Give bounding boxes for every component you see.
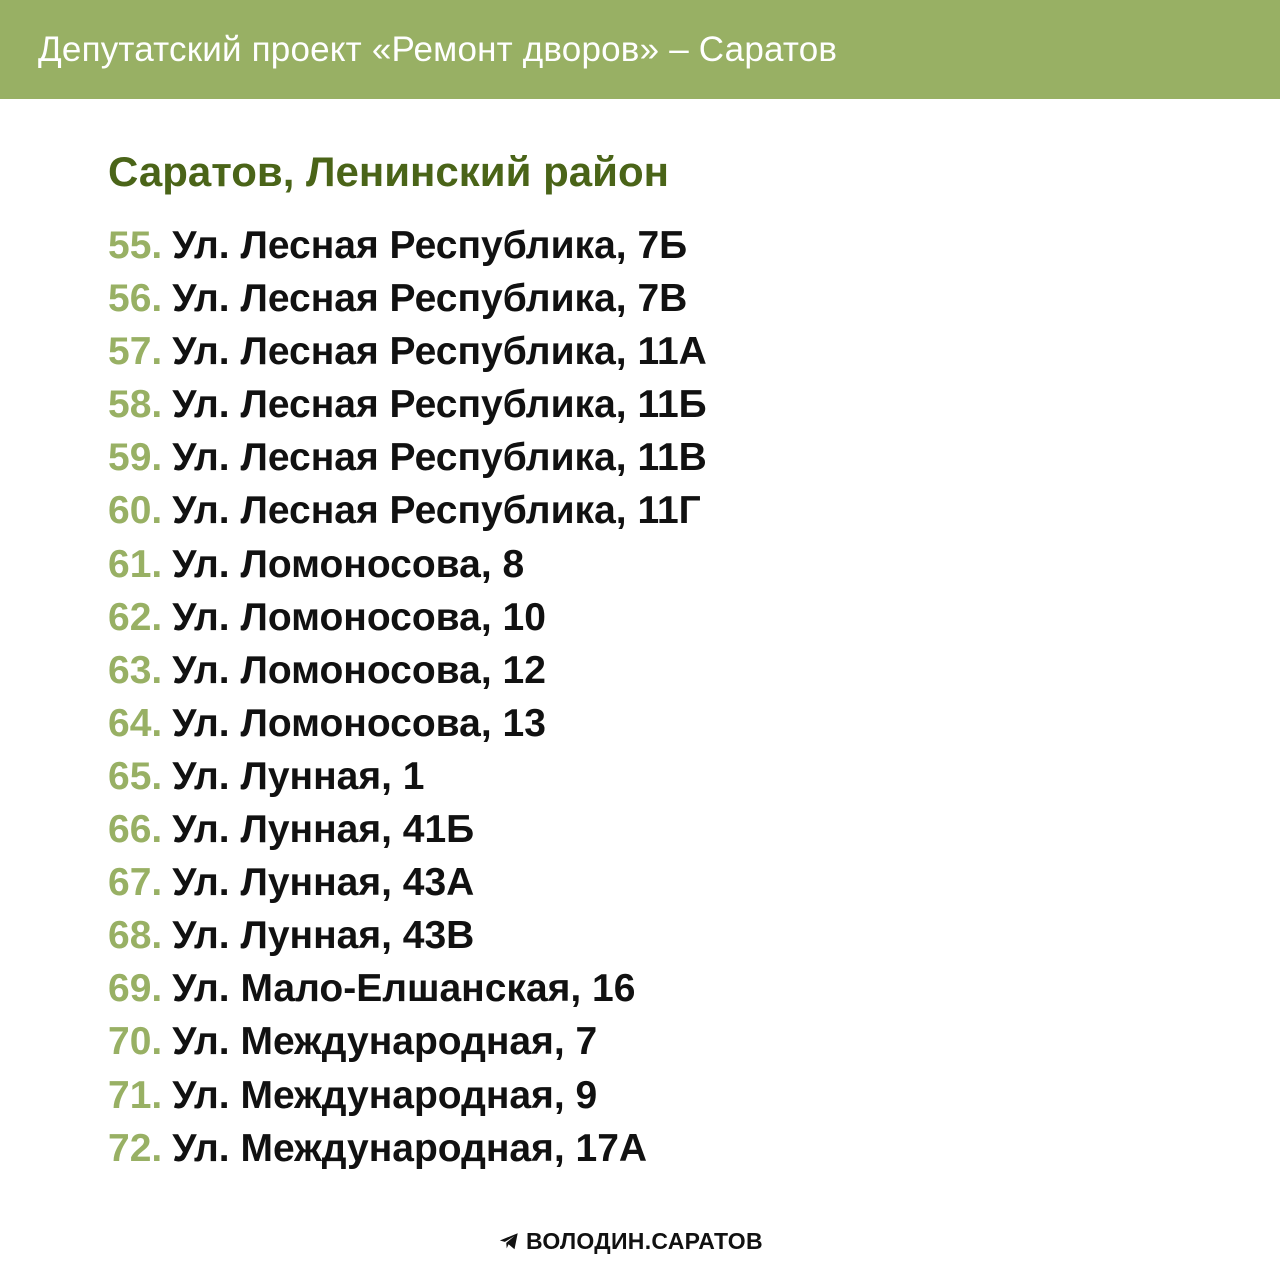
list-item-number: 68. — [108, 914, 163, 958]
list-item-number: 65. — [108, 754, 163, 798]
section-title: Саратов, Ленинский район — [108, 148, 669, 195]
list-item-address: Ул. Ломоносова, 10 — [172, 595, 546, 639]
list-item — [108, 1122, 707, 1175]
list-item — [108, 803, 707, 856]
list-item — [108, 378, 707, 431]
list-item-address: Ул. Мало-Елшанская, 16 — [172, 967, 636, 1011]
list-item-address: Ул. Лунная, 1 — [172, 754, 425, 798]
list-item-address: Ул. Лунная, 41Б — [172, 808, 475, 852]
list-item — [108, 750, 707, 803]
footer-channel-name: ВОЛОДИН.САРАТОВ — [526, 1227, 763, 1254]
list-item-number: 64. — [108, 701, 163, 745]
list-item-address: Ул. Международная, 9 — [172, 1073, 598, 1117]
list-item-address: Ул. Ломоносова, 12 — [172, 648, 546, 692]
list-item — [108, 962, 707, 1015]
list-item-address: Ул. Лесная Республика, 11Г — [172, 489, 701, 533]
list-item-number: 61. — [108, 542, 163, 586]
list-item — [108, 325, 707, 378]
list-item-number: 57. — [108, 330, 163, 374]
list-item — [108, 484, 707, 537]
header-bar — [0, 0, 1280, 99]
list-item-number: 71. — [108, 1073, 163, 1117]
list-item-number: 66. — [108, 808, 163, 852]
list-item — [108, 856, 707, 909]
list-item-number: 59. — [108, 436, 163, 480]
list-item-address: Ул. Ломоносова, 8 — [172, 542, 525, 586]
list-item-number: 62. — [108, 595, 163, 639]
list-item-number: 55. — [108, 224, 163, 267]
list-item-address: Ул. Международная, 17А — [172, 1126, 648, 1170]
list-item-number: 58. — [108, 383, 163, 427]
list-item-address: Ул. Лесная Республика, 11Б — [172, 383, 707, 427]
list-item — [108, 697, 707, 750]
list-item-number: 69. — [108, 967, 163, 1011]
list-item — [108, 272, 707, 325]
list-item-number: 70. — [108, 1020, 163, 1064]
list-item-address: Ул. Ломоносова, 13 — [172, 701, 546, 745]
list-item-address: Ул. Лесная Республика, 7В — [172, 277, 688, 321]
list-item — [108, 431, 707, 484]
list-item-address: Ул. Лесная Республика, 11В — [172, 436, 707, 480]
list-item-number: 72. — [108, 1126, 163, 1170]
list-item — [108, 1015, 707, 1068]
list-item-number: 63. — [108, 648, 163, 692]
list-item-address: Ул. Международная, 7 — [172, 1020, 598, 1064]
list-item — [108, 591, 707, 644]
header-title: Депутатский проект «Ремонт дворов» – Саратов — [38, 30, 838, 69]
telegram-icon — [498, 1230, 520, 1252]
list-item-address: Ул. Лунная, 43В — [172, 914, 475, 958]
list-item-address: Ул. Лесная Республика, 11А — [172, 330, 707, 374]
list-item — [108, 644, 707, 697]
list-item-address: Ул. Лесная Республика, 7Б — [172, 224, 688, 267]
list-item — [108, 538, 707, 591]
list-item — [108, 1069, 707, 1122]
list-item-number: 60. — [108, 489, 163, 533]
footer-channel-link[interactable] — [498, 1226, 763, 1256]
list-item-number: 67. — [108, 861, 163, 905]
list-item — [108, 909, 707, 962]
list-item-number: 56. — [108, 277, 163, 321]
list-item — [108, 219, 707, 272]
list-item-address: Ул. Лунная, 43А — [172, 861, 475, 905]
address-list — [108, 219, 707, 1175]
